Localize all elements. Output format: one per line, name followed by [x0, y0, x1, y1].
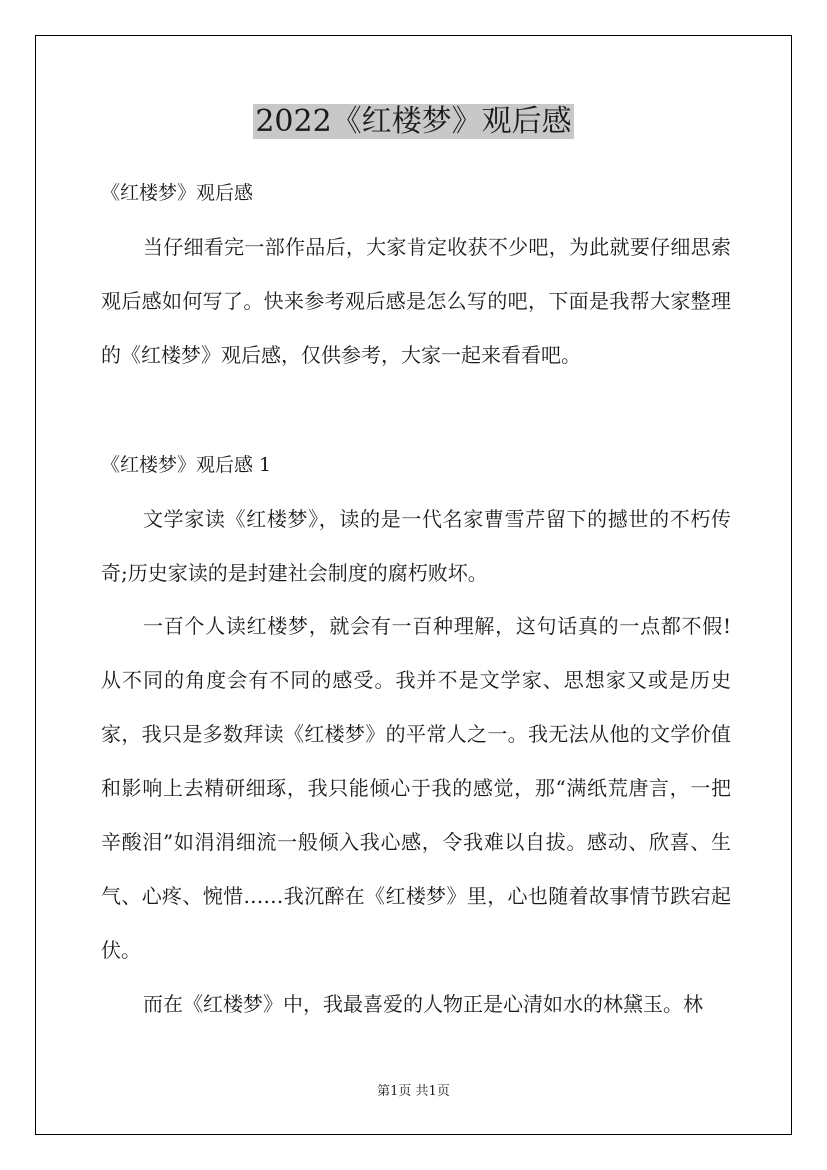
section-1-heading: 《红楼梦》观后感 1: [101, 454, 272, 476]
body-paragraph-2: 一百个人读红楼梦，就会有一百种理解，这句话真的一点都不假!从不同的角度会有不同的感受。我并不是文学家、思想家又或是历史家，我只是多数拜读《红楼梦》的平常人之一。我无法从他的文学价值和影响上去精研细琢，我只能倾心于我的感觉，那“满纸荒唐言，一把辛酸泪”如涓涓细流一般倾入我心感，令我难以自拔。感动、欣喜、生气、心疼、惋惜……我沉醉在《红楼梦》里，心也随着故事情节跌宕起伏。: [101, 614, 731, 962]
page-footer: 第1页 共1页: [377, 1084, 450, 1099]
intro-heading: 《红楼梦》观后感: [101, 182, 254, 204]
body-paragraph-3: 而在《红楼梦》中，我最喜爱的人物正是心清如水的林黛玉。林: [143, 992, 703, 1016]
intro-paragraph: 当仔细看完一部作品后，大家肯定收获不少吧，为此就要仔细思索观后感如何写了。快来参考观后感是怎么写的吧，下面是我帮大家整理的《红楼梦》观后感，仅供参考，大家一起来看看吧。: [101, 235, 731, 367]
document-title-text: 2022《红楼梦》观后感: [255, 104, 572, 139]
body-paragraph-1: 文学家读《红楼梦》，读的是一代名家曹雪芹留下的撼世的不朽传奇;历史家读的是封建社会制度的腐朽败坏。: [101, 507, 731, 585]
document-title: [0, 102, 827, 142]
